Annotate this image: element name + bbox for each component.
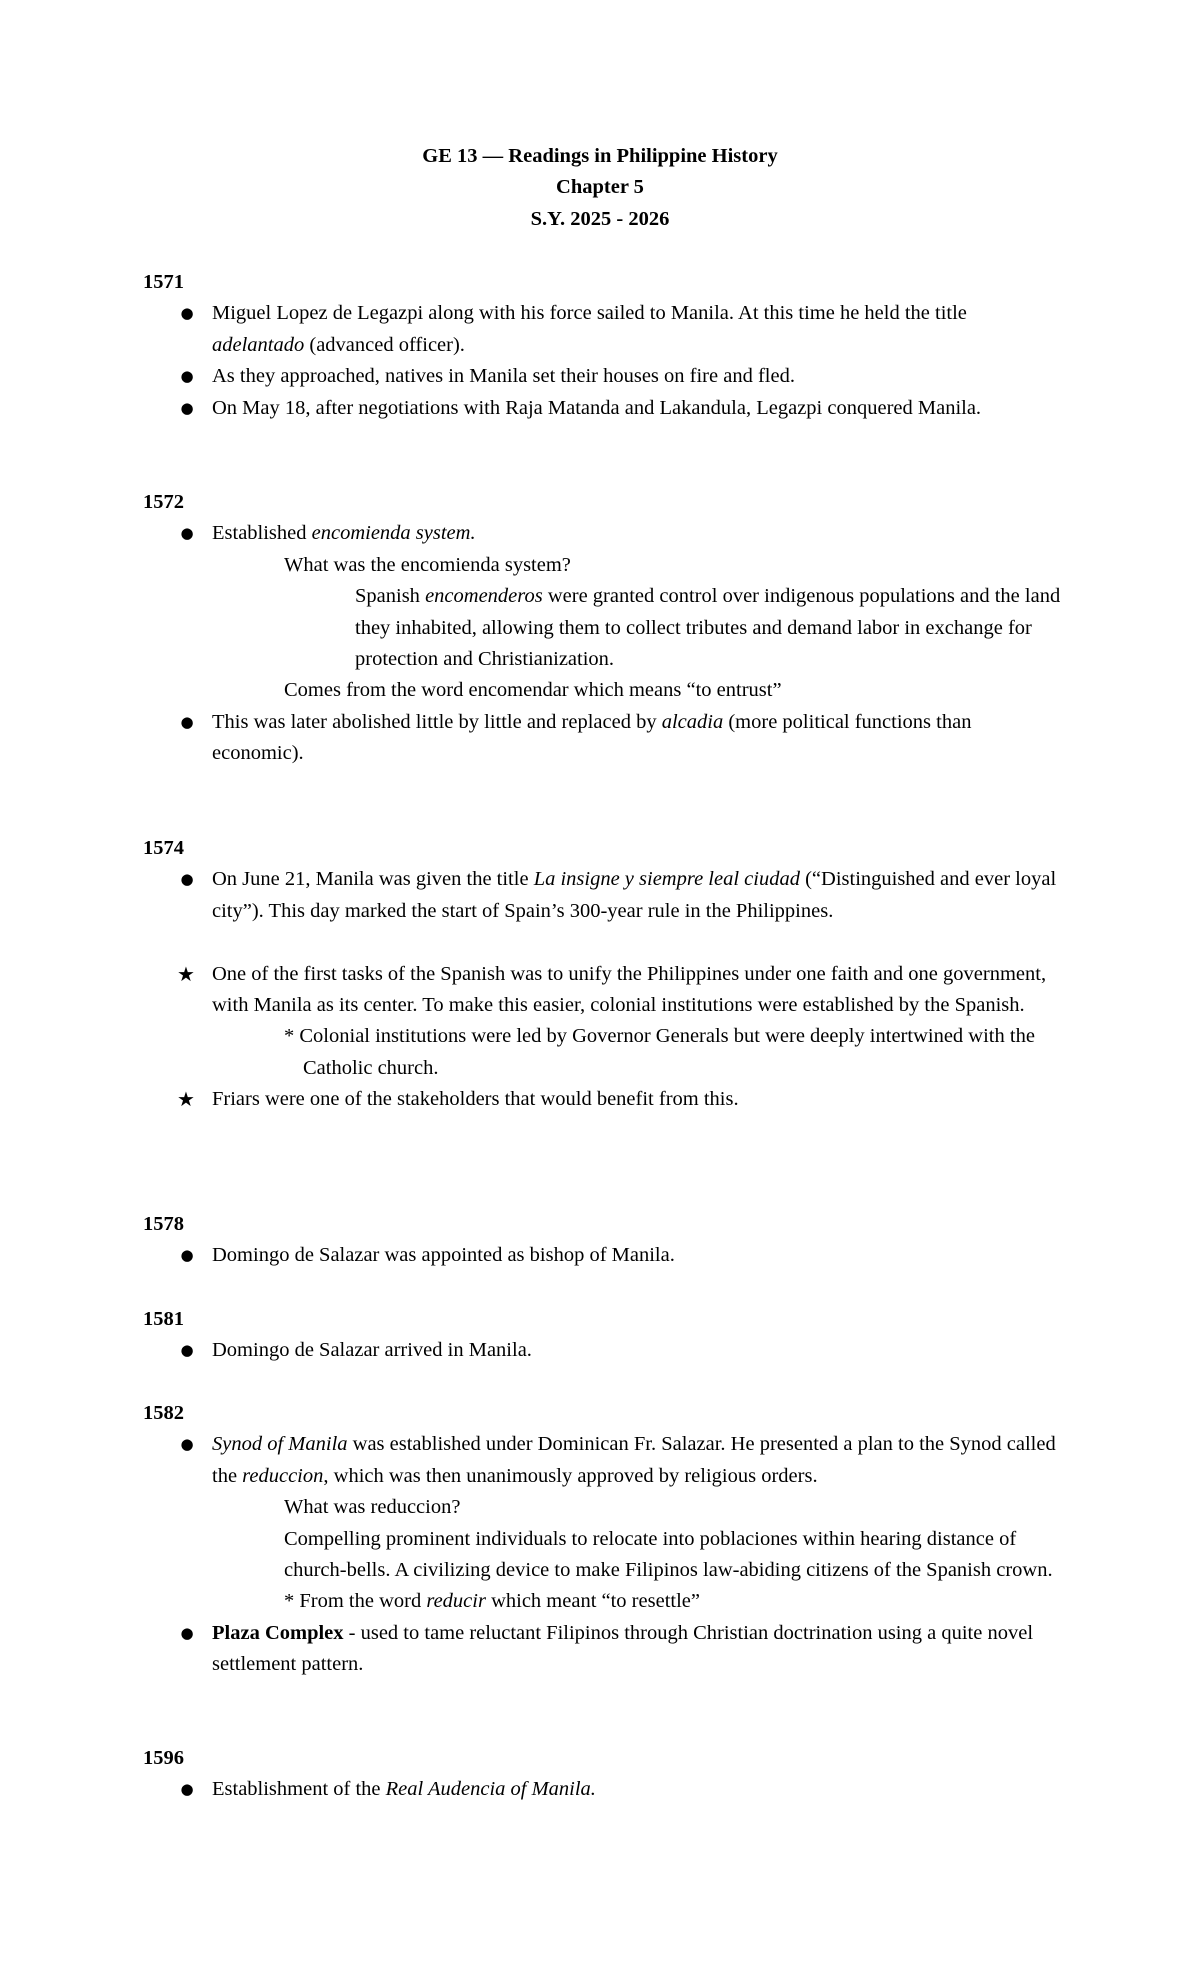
star-icon: ★ (177, 1087, 195, 1112)
year-heading: 1578 (143, 1213, 184, 1235)
chapter-title: Chapter 5 (556, 176, 644, 199)
course-title: GE 13 — Readings in Philippine History (422, 145, 778, 167)
list-item: ● Established encomienda system. (143, 518, 1063, 549)
list-item: ● On June 21, Manila was given the title La insigne y siempre leal ciudad (“Distinguished and ever loyal city”). This day marked the start of Spain’s 300-year rule in the Philippines. (143, 864, 1063, 927)
section-1571 (143, 267, 1063, 424)
answer-text: Spanish encomenderos were granted control over indigenous populations and the land they inhabited, allowing them to collect tributes and demand labor in exchange for protection and Christianization. (355, 585, 1061, 671)
question-text: What was the encomienda system? (284, 553, 571, 576)
bullet-icon: ● (180, 870, 194, 889)
year-heading: 1571 (143, 271, 184, 293)
bullet-icon: ● (180, 1246, 194, 1265)
origin-note: Comes from the word encomendar which means “to entrust” (284, 679, 782, 702)
list-item: ● Domingo de Salazar was appointed as bishop of Manila. (143, 1240, 1063, 1271)
bullet-icon: ● (180, 1341, 194, 1360)
year-heading: 1582 (143, 1402, 184, 1424)
list-item: ● Domingo de Salazar arrived in Manila. (143, 1335, 1063, 1366)
bullet-icon: ● (180, 1623, 194, 1642)
note-text: * Colonial institutions were led by Governor Generals but were deeply intertwined with the Catholic church. (284, 1025, 1035, 1079)
question-text: What was reduccion? (284, 1496, 461, 1519)
list-item: ● This was later abolished little by little and replaced by alcadia (more political functions than economic). (143, 707, 1063, 770)
note-text: * From the word reducir which meant “to resettle” (284, 1590, 700, 1613)
bullet-icon: ● (180, 1780, 194, 1799)
list-item: ● On May 18, after negotiations with Raja Matanda and Lakandula, Legazpi conquered Manila. (143, 393, 1063, 424)
bullet-icon: ● (180, 367, 194, 386)
bullet-icon: ● (180, 712, 194, 731)
year-heading: 1581 (143, 1308, 184, 1330)
year-heading: 1596 (143, 1747, 184, 1769)
section-1572 (143, 487, 1063, 770)
year-heading: 1574 (143, 837, 184, 859)
star-icon: ★ (177, 961, 195, 986)
bullet-icon: ● (180, 524, 194, 543)
list-item: ● As they approached, natives in Manila set their houses on fire and fled. (143, 361, 1063, 392)
year-heading: 1572 (143, 491, 184, 513)
section-1574 (143, 833, 1063, 1116)
star-item: ★ Friars were one of the stakeholders that would benefit from this. (143, 1084, 1063, 1115)
bullet-icon: ● (180, 304, 194, 323)
list-item: ● Establishment of the Real Audencia of Manila. (143, 1774, 1063, 1805)
section-1582 (143, 1398, 1063, 1681)
section-1578 (143, 1209, 1063, 1272)
bullet-icon: ● (180, 398, 194, 417)
school-year: S.Y. 2025 - 2026 (530, 207, 670, 230)
list-item: ● Plaza Complex - used to tame reluctant Filipinos through Christian doctrination using a quite novel settlement pattern. (143, 1618, 1063, 1681)
star-item: ★ One of the first tasks of the Spanish was to unify the Philippines under one faith and one government, with Manila as its center. To make this easier, colonial institutions were established by the Spanish. (143, 959, 1063, 1022)
document-header (0, 141, 1200, 235)
list-item: ● Synod of Manila was established under Dominican Fr. Salazar. He presented a plan to the Synod called the reduccion, which was then unanimously approved by religious orders. (143, 1429, 1063, 1492)
answer-text: Compelling prominent individuals to relocate into poblaciones within hearing distance of church-bells. A civilizing device to make Filipinos law-abiding citizens of the Spanish crown. (284, 1527, 1053, 1582)
bullet-icon: ● (180, 1435, 194, 1454)
section-1581 (143, 1304, 1063, 1367)
list-item: ● Miguel Lopez de Legazpi along with his force sailed to Manila. At this time he held the title adelantado (advanced officer). (143, 298, 1063, 361)
section-1596 (143, 1743, 1063, 1806)
